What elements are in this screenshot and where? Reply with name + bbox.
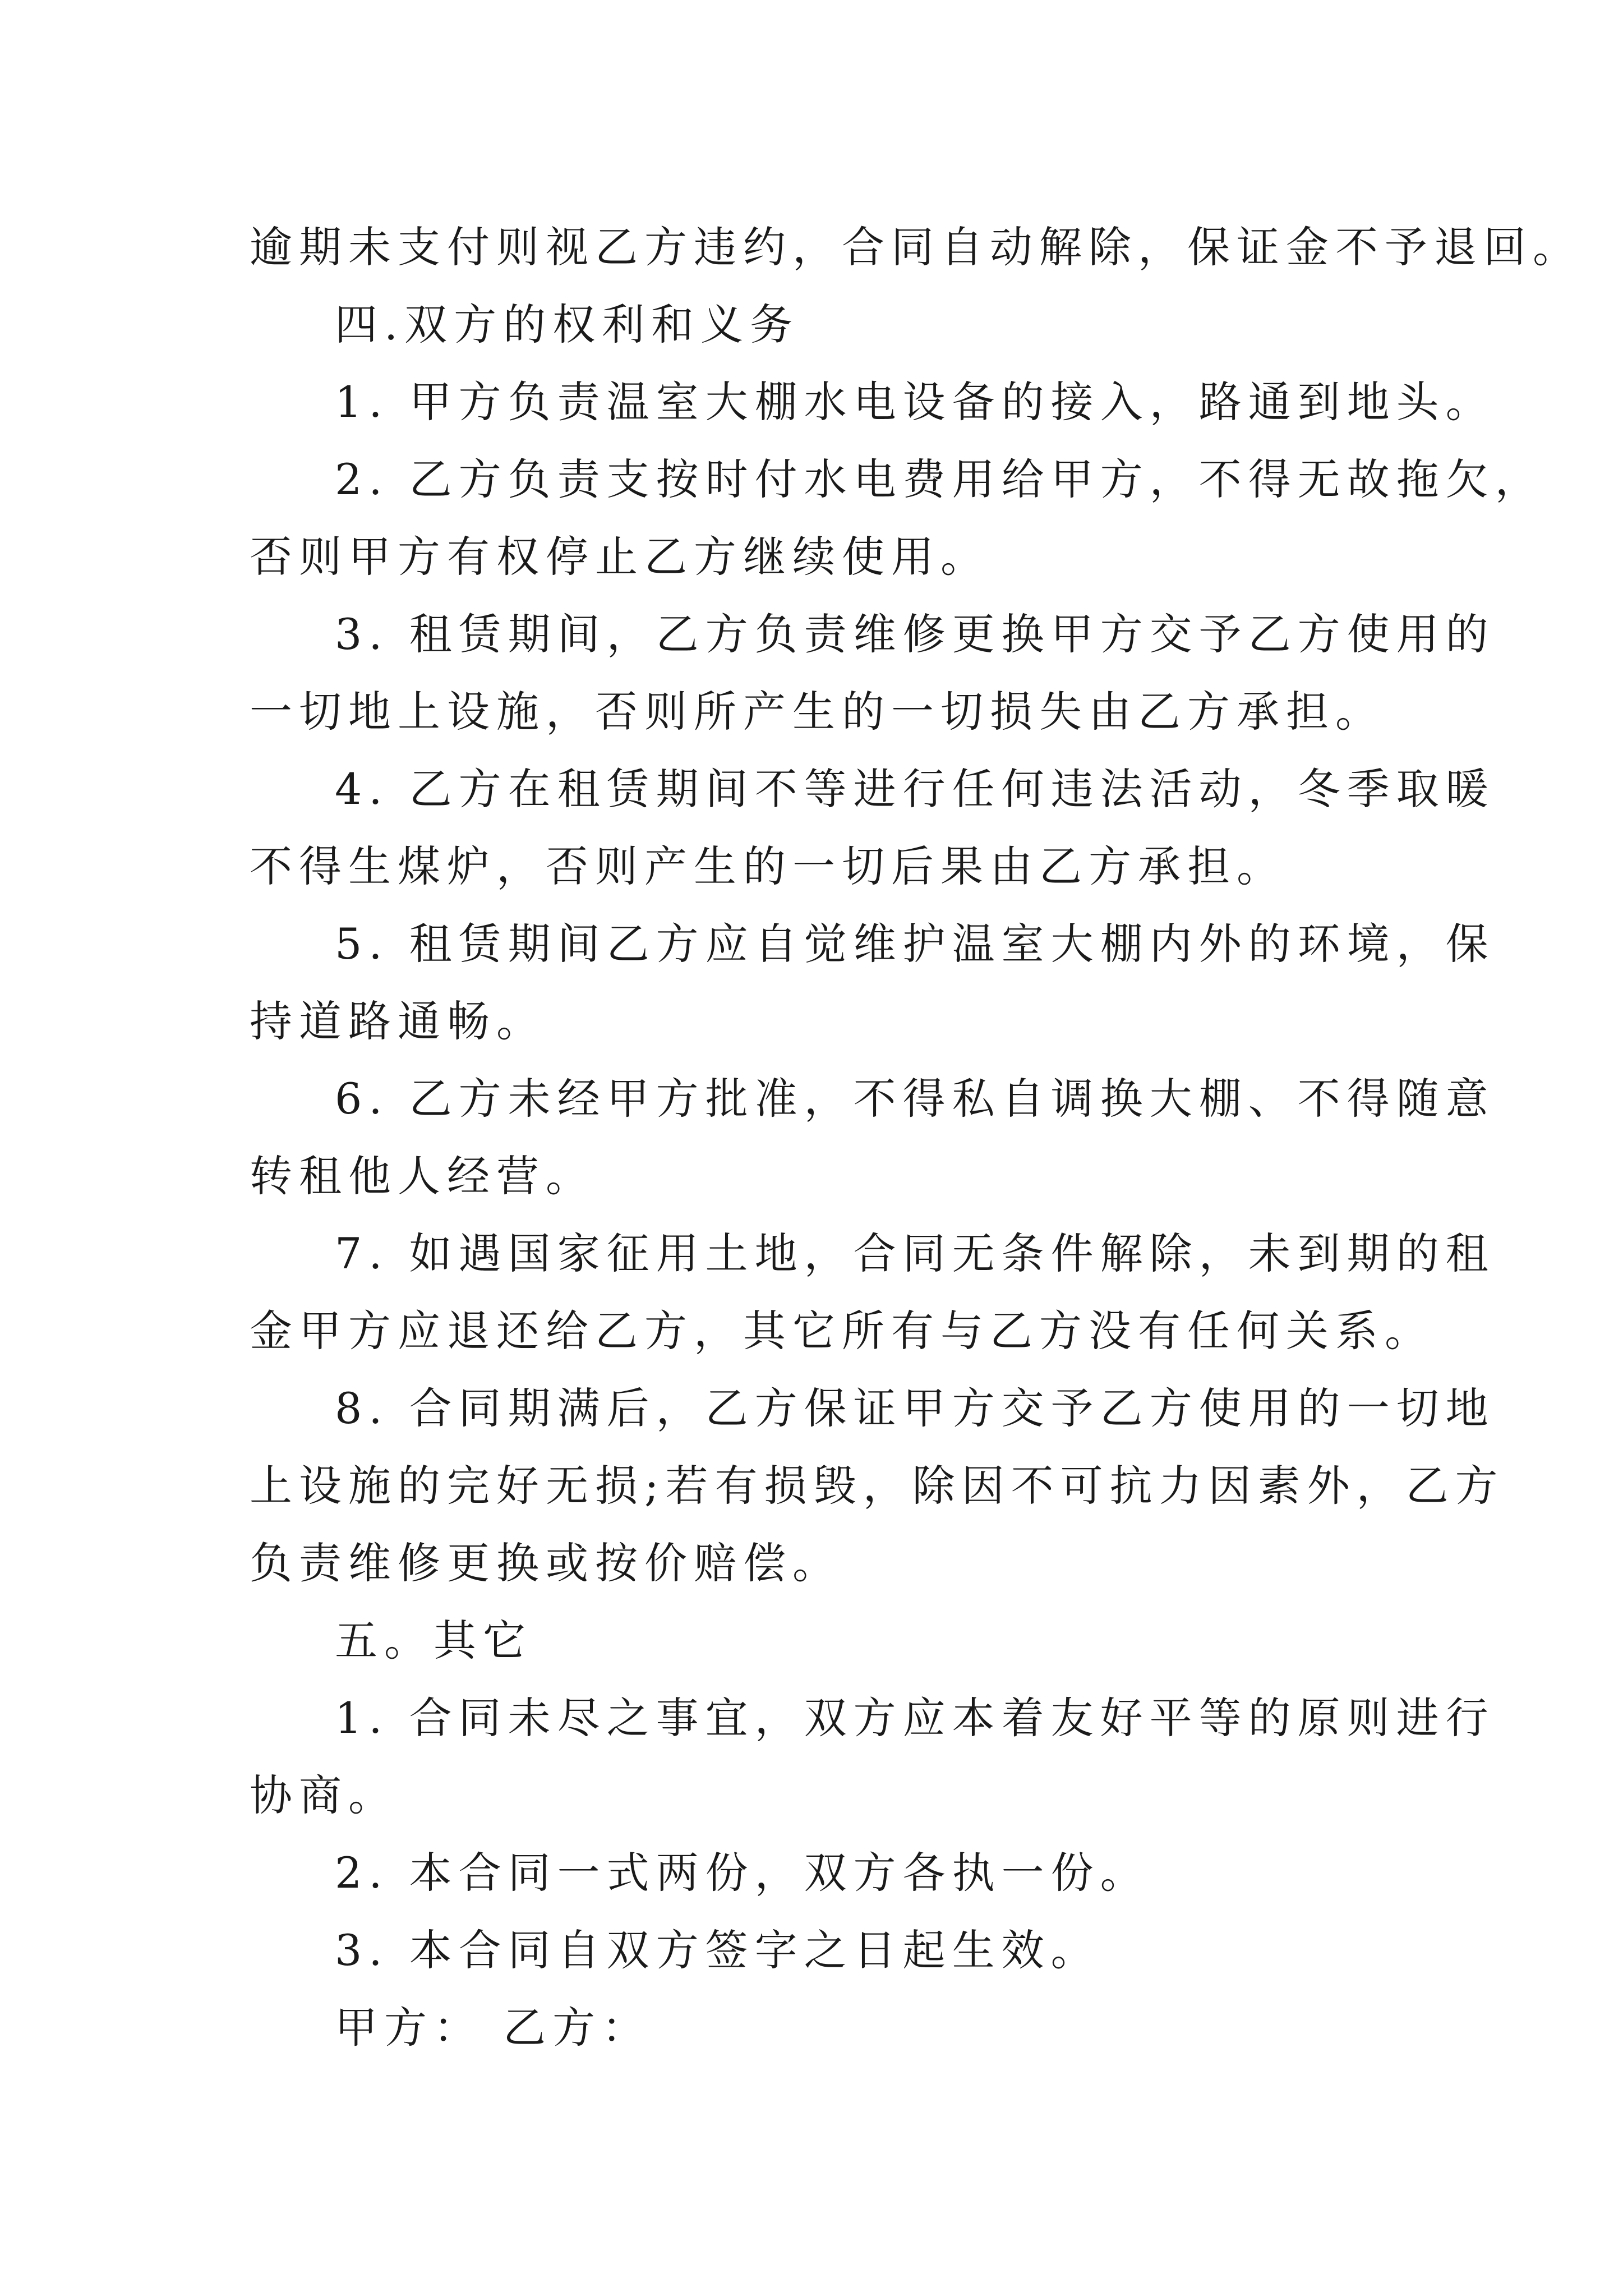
clause-line: 4. 乙方在租赁期间不等进行任何违法活动，冬季取暖	[335, 764, 1495, 814]
text-line: 负责维修更换或按价赔偿。	[250, 1538, 842, 1588]
clause-line: 1. 甲方负责温室大棚水电设备的接入，路通到地头。	[335, 377, 1495, 427]
clause-line: 2. 乙方负责支按时付水电费用给甲方，不得无故拖欠，	[335, 454, 1544, 504]
text-line: 上设施的完好无损;若有损毁，除因不可抗力因素外，乙方	[250, 1461, 1505, 1511]
section-heading: 五。其它	[335, 1616, 532, 1665]
clause-line: 8. 合同期满后，乙方保证甲方交予乙方使用的一切地	[335, 1383, 1495, 1433]
text-line: 一切地上设施，否则所产生的一切损失由乙方承担。	[250, 687, 1385, 737]
text-line: 协商。	[250, 1770, 398, 1820]
clause-line: 3. 本合同自双方签字之日起生效。	[335, 1925, 1100, 1975]
text-line: 不得生煤炉，否则产生的一切后果由乙方承担。	[250, 841, 1286, 891]
text-line: 逾期未支付则视乙方违约，合同自动解除，保证金不予退回。	[250, 222, 1582, 272]
clause-line: 7. 如遇国家征用土地，合同无条件解除，未到期的租	[335, 1228, 1495, 1278]
text-line: 转租他人经营。	[250, 1151, 595, 1201]
text-line: 金甲方应退还给乙方，其它所有与乙方没有任何关系。	[250, 1306, 1434, 1356]
clause-line: 5. 租赁期间乙方应自觉维护温室大棚内外的环境，保	[335, 919, 1495, 969]
clause-line: 6. 乙方未经甲方批准，不得私自调换大棚、不得随意	[335, 1074, 1495, 1124]
signature-line: 甲方： 乙方：	[335, 2003, 652, 2053]
document-body	[250, 209, 1582, 2067]
clause-line: 3. 租赁期间，乙方负责维修更换甲方交予乙方使用的	[335, 609, 1495, 659]
clause-line: 1. 合同未尽之事宜，双方应本着友好平等的原则进行	[335, 1693, 1495, 1743]
text-line: 否则甲方有权停止乙方继续使用。	[250, 532, 990, 582]
clause-line: 2. 本合同一式两份，双方各执一份。	[335, 1848, 1150, 1898]
section-heading: 四.双方的权利和义务	[335, 300, 800, 349]
text-line: 持道路通畅。	[250, 996, 546, 1046]
